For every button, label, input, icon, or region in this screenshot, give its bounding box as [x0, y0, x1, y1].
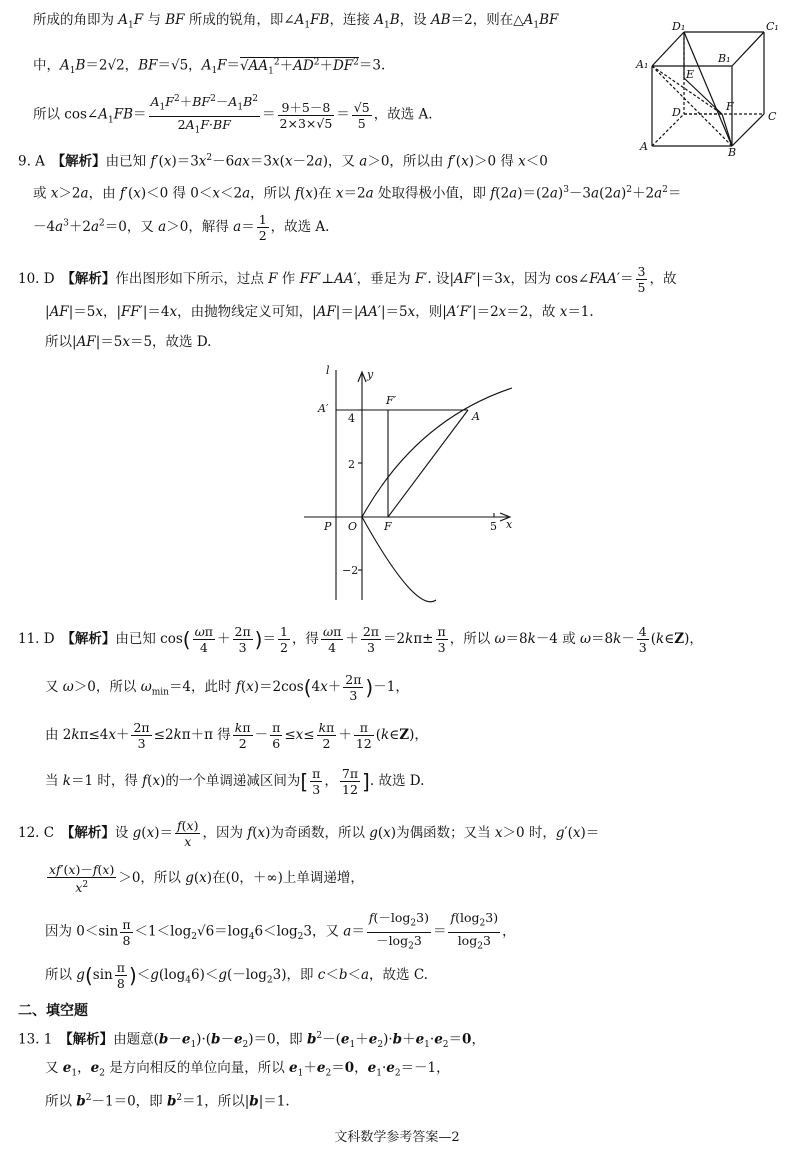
q13-line-2: 又 $e_1$，$e_2$ 是方向相反的单位向量，所以 $e_1+e_2=0$，$e_1\cdot e_2=-1$，	[45, 1060, 450, 1079]
q12-line-3: 因为 0＜sin $\frac{\pi}{8}$ $<1<\log_2√6=\log_46<\log_23$，又 a＝ $\frac{f(-\log_23)}{-\log_23}$ ＝ $\frac{f(\log_23)}{\log_23}$ ，	[45, 910, 516, 951]
label-F-point: F	[384, 520, 392, 533]
q10-line-3: 所以|AF|＝5x＝5，故选 D.	[45, 334, 212, 350]
cube-figure	[632, 18, 782, 158]
label-x: x	[506, 518, 513, 531]
label-A1: A₁	[636, 58, 649, 71]
page-footer: 文科数学参考答案—2	[334, 1130, 460, 1145]
tick-5: 5	[490, 520, 497, 533]
tick-neg2: −2	[342, 564, 359, 577]
q9-line-2: 或 x＞2a，由 f′(x)＜0 得 0＜x＜2a，所以 f(x)在 x＝2a 处取得极小值，即 $f(2a)=(2a)^3-3a(2a)^2+2a^2=$	[33, 185, 682, 202]
q10-line-1: 10. D 【解析】作出图形如下所示，过点 F 作 FF′⊥AA′，垂足为 F′. 设|AF′|＝3x，因为 cos∠FAA′＝ $\frac{3}{5}$ ，故	[18, 264, 677, 295]
tick-2: 2	[348, 458, 355, 471]
top-line-2: 中，$A_1B=2√2$，BF＝√5，$A_1F=√AA_1^2+AD^2+DF^2=3$.	[33, 57, 386, 77]
q9-line-3: $-4a^3+2a^2=0$，又 a＞0，解得 a＝ $\frac{1}{2}$ ，故选 A.	[33, 212, 330, 243]
top-line-1: 所成的角即为 $A_1F$ 与 BF 所成的锐角，即$\angle A_1FB$，连接 $A_1B$，设 AB＝2，则在$\triangle A_1BF$	[33, 12, 559, 31]
label-F-prime: F′	[386, 394, 397, 407]
q13-line-3: 所以 $b^2-1=0$，即 $b^2=1$，所以|b|＝1.	[45, 1093, 290, 1110]
label-B: B	[728, 146, 737, 158]
label-E: E	[686, 68, 695, 81]
tick-4: 4	[348, 412, 355, 425]
label-P: P	[324, 520, 332, 533]
q11-line-4: 当 k＝1 时，得 f(x)的一个单调递减区间为[ $\frac{\pi}{3}$ ， $\frac{7\pi}{12}$ ]. 故选 D.	[45, 766, 425, 797]
q12-line-1: 12. C 【解析】设 g(x)＝ $\frac{f(x)}{x}$ ，因为 f(x)为奇函数，所以 g(x)为偶函数；又当 x＞0 时，g′(x)＝	[18, 818, 600, 849]
q11-line-3: 由 2kπ≤4x＋ $\frac{2\pi}{3}$ ≤2kπ＋π 得 $\frac{k\pi}{2}$ － $\frac{\pi}{6}$ ≤x≤ $\frac{k\pi}{2}$ ＋ $\frac{\pi}{12}$ (k∈Z)，	[45, 720, 428, 751]
q9-line-1: 9. A 【解析】由已知 $f'(x)=3x^2-6ax=3x(x-2a)$，又 a＞0，所以由 f′(x)＞0 得 x＜0	[18, 153, 548, 170]
label-l: l	[326, 364, 330, 377]
label-O: O	[348, 520, 358, 533]
label-y: y	[367, 368, 374, 381]
parabola-curve	[362, 388, 512, 602]
label-D1: D₁	[672, 20, 686, 33]
label-F: F	[726, 100, 734, 113]
parabola-graph	[296, 360, 526, 605]
label-A: A	[640, 140, 648, 153]
label-C1: C₁	[766, 20, 779, 33]
label-C: C	[768, 110, 777, 123]
label-B1: B₁	[718, 52, 731, 65]
q11-line-1: 11. D 【解析】由已知 cos( $\frac{\omega\pi}{4}$ ＋ $\frac{2\pi}{3}$ )＝ $\frac{1}{2}$ ，得 $\frac{\omega\pi}{4}$ ＋ $\frac{2\pi}{3}$ ＝2kπ± $\frac{\pi}{3}$ ，所以 ω＝8k－4 或 ω＝8k－ $\frac{4}{3}$ (k∈Z)，	[18, 624, 703, 655]
q12-line-2: $\frac{xf'(x)-f(x)}{x^2}$ ＞0，所以 g(x)在(0，＋∞)上单调递增，	[49, 862, 364, 896]
q13-line-1: 13. 1 【解析】由题意$(b-e_1)\cdot(b-e_2)=0$，即 $b^2-(e_1+e_2)\cdot b+e_1\cdot e_2=0$，	[18, 1031, 485, 1051]
section-2-title: 二、填空题	[18, 1003, 88, 1019]
top-line-3: 所以 $\cos\angle A_1FB=$ $\frac{A_1F^2+BF^2-A_1B^2}{2A_1F\cdot BF}$ ＝ $\frac{9+5-8}{2\times 3\times√5}$ ＝ $\frac{√5}{5}$ ，故选 A.	[33, 94, 433, 136]
label-A-point: A	[472, 410, 480, 423]
label-D: D	[672, 106, 681, 119]
q11-line-2: 又 ω＞0，所以 $\omega_{min}=4$，此时 f(x)＝2cos(4x＋ $\frac{2\pi}{3}$ )－1，	[45, 672, 409, 703]
q10-line-2: |AF|＝5x，|FF′|＝4x，由抛物线定义可知，|AF|＝|AA′|＝5x，则|A′F′|＝2x＝2，故 x＝1.	[45, 304, 594, 320]
label-A-prime: A′	[318, 402, 329, 415]
q12-line-4: 所以 g(sin $\frac{\pi}{8}$ )$<g(\log_46)<g(-\log_23)$，即 c＜b＜a，故选 C.	[45, 960, 428, 991]
